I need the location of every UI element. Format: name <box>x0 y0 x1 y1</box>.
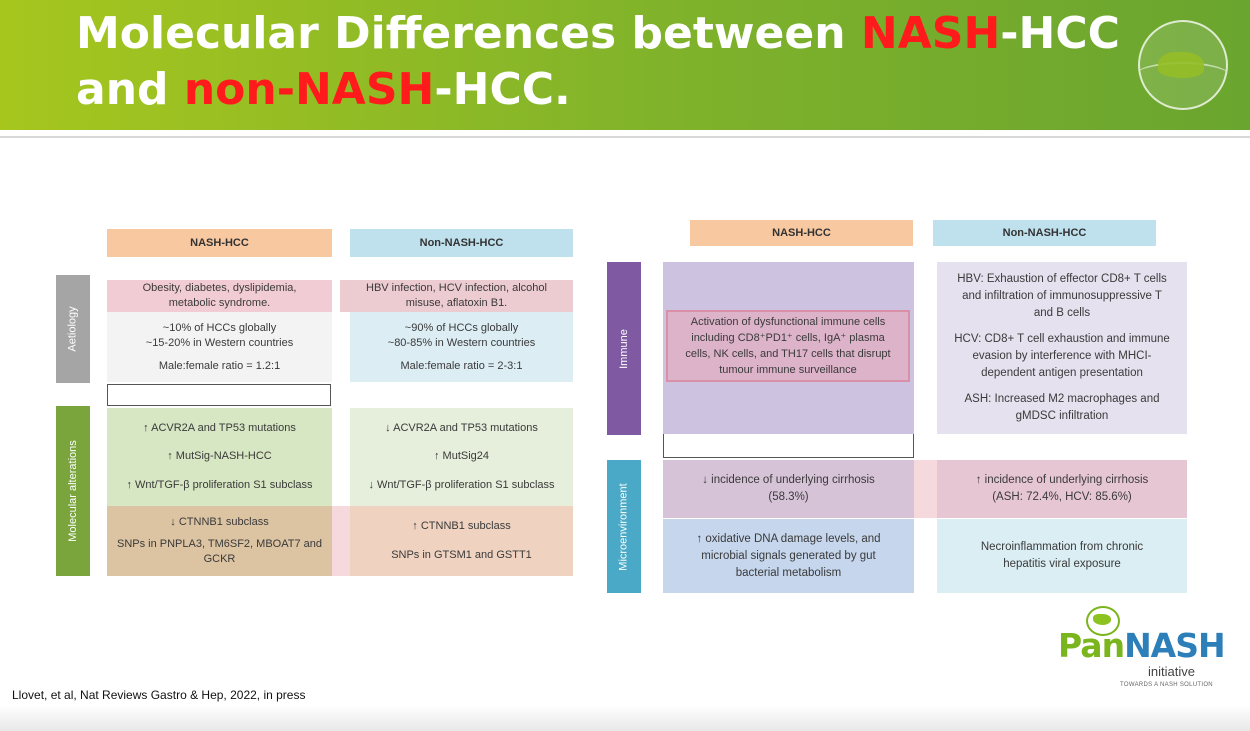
non-nash-molecular-cell: ↓ ACVR2A and TP53 mutations ↑ MutSig24 ↓ Wnt/TGF-β proliferation S1 subclass <box>350 408 573 506</box>
pannash-wordmark: PanNASH <box>1058 626 1225 665</box>
non-nash-necro-cell: Necroinflammation from chronic hepatitis viral exposure <box>937 519 1187 593</box>
pannash-initiative: initiative <box>1148 664 1195 679</box>
pannash-logo <box>1056 604 1228 690</box>
left-header-nash: NASH-HCC <box>107 229 332 257</box>
citation: Llovet, et al, Nat Reviews Gastro & Hep, 2022, in press <box>12 688 306 702</box>
row-label-aetiology: Aetiology <box>56 275 90 383</box>
right-header-nash: NASH-HCC <box>690 220 913 246</box>
bottom-band <box>0 705 1250 731</box>
right-gap-connector <box>914 460 937 518</box>
right-spacer-box <box>663 434 914 458</box>
left-spacer-box <box>107 384 331 406</box>
nash-prevalence-cell: ~10% of HCCs globally ~15-20% in Western countries Male:female ratio = 1.2:1 <box>107 312 332 382</box>
right-header-non-nash: Non-NASH-HCC <box>933 220 1156 246</box>
row-label-immune: Immune <box>607 262 641 435</box>
non-nash-snp-cell: ↑ CTNNB1 subclass SNPs in GTSM1 and GSTT1 <box>350 506 573 576</box>
slide-title <box>76 6 1120 118</box>
title-line-1: Molecular Differences between NASH-HCC <box>76 8 1120 59</box>
row-label-microenvironment: Microenvironment <box>607 460 641 593</box>
nash-aetiology-cell: Obesity, diabetes, dyslipidemia, metabolic syndrome. <box>107 280 332 312</box>
nash-oxidative-cell: ↑ oxidative DNA damage levels, and microbial signals generated by gut bacterial metabolism <box>663 519 914 593</box>
header-divider <box>0 136 1250 138</box>
non-nash-prevalence-cell: ~90% of HCCs globally ~80-85% in Western countries Male:female ratio = 2-3:1 <box>350 312 573 382</box>
title-line-2: and non-NASH-HCC. <box>76 64 571 115</box>
nash-molecular-cell: ↑ ACVR2A and TP53 mutations ↑ MutSig-NASH-HCC ↑ Wnt/TGF-β proliferation S1 subclass <box>107 408 332 506</box>
pannash-tagline: TOWARDS A NASH SOLUTION <box>1120 682 1213 688</box>
nash-immune-highlight-box: Activation of dysfunctional immune cells including CD8⁺PD1⁺ cells, IgA⁺ plasma cells, NK cells, and TH17 cells that disrupt tumour immune surveillance <box>666 310 910 382</box>
non-nash-cirrhosis-cell: ↑ incidence of underlying cirrhosis (ASH: 72.4%, HCV: 85.6%) <box>937 460 1187 518</box>
nash-snp-cell: ↓ CTNNB1 subclass SNPs in PNPLA3, TM6SF2, MBOAT7 and GCKR <box>107 506 332 576</box>
left-header-non-nash: Non-NASH-HCC <box>350 229 573 257</box>
left-gap-connector <box>332 506 350 576</box>
liver-shape <box>1158 52 1204 78</box>
non-nash-aetiology-cell: HBV infection, HCV infection, alcohol misuse, aflatoxin B1. <box>340 280 573 312</box>
liver-logo-icon <box>1138 20 1228 110</box>
non-nash-immune-cell: HBV: Exhaustion of effector CD8+ T cells and infiltration of immunosuppressive T and B cells HCV: CD8+ T cell exhaustion and immune evasion by interference with MHCI- dependent antigen presentation ASH: Increased M2 macrophages and gMDSC infiltration <box>937 262 1187 434</box>
nash-cirrhosis-cell: ↓ incidence of underlying cirrhosis (58.3%) <box>663 460 914 518</box>
row-label-molecular: Molecular alterations <box>56 406 90 576</box>
